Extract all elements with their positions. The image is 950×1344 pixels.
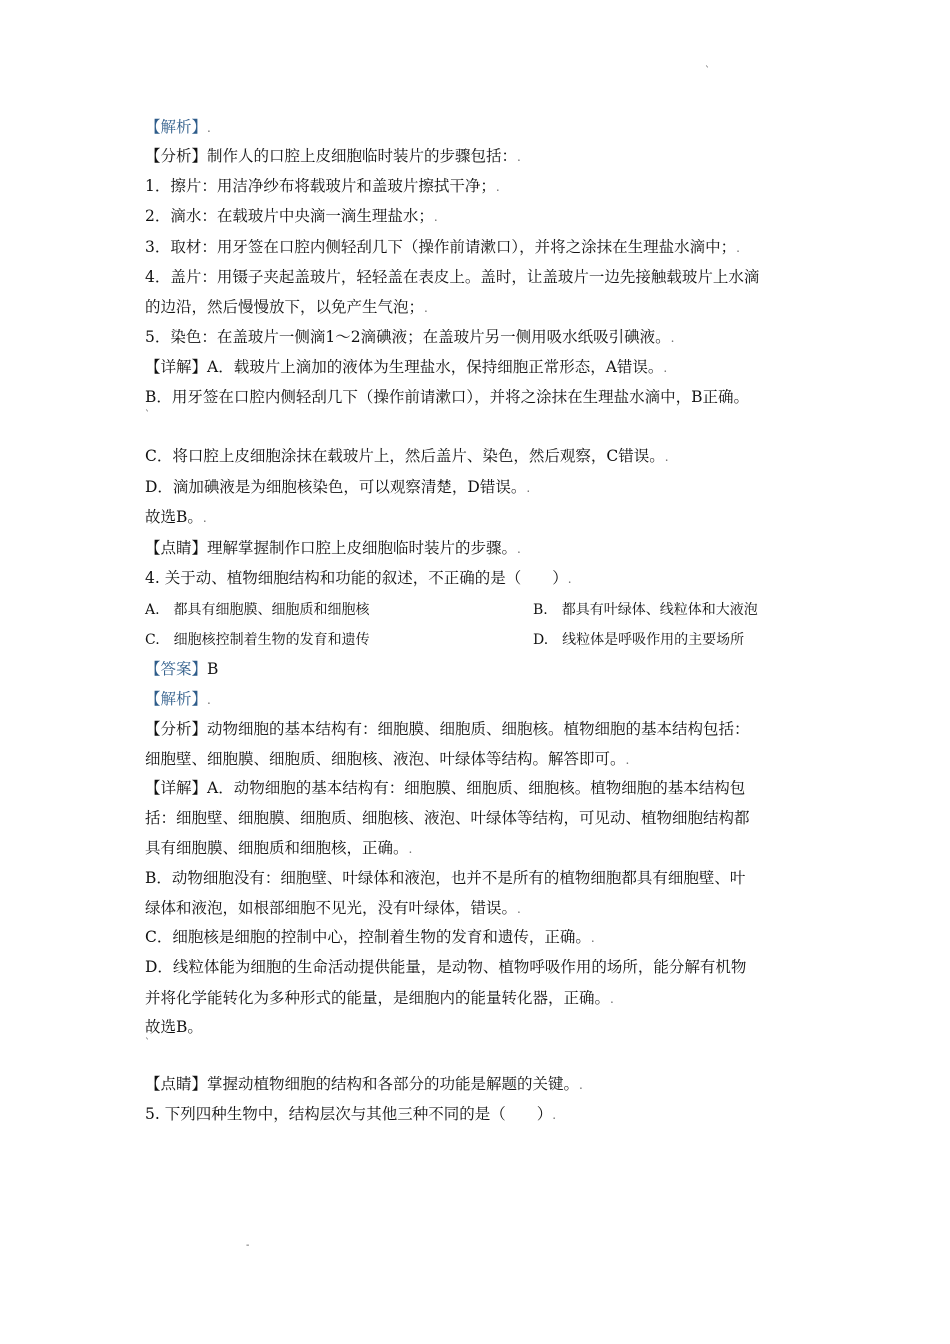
line-text: 【分析】动物细胞的基本结构有：细胞膜、细胞质、细胞核。植物细胞的基本结构包括： bbox=[145, 720, 750, 738]
line-text: 具有细胞膜、细胞质和细胞核，正确。 bbox=[145, 839, 409, 857]
line-text: 5. 下列四种生物中，结构层次与其他三种不同的是（ ） bbox=[145, 1105, 553, 1123]
break-mark: ` bbox=[145, 410, 150, 421]
line-text: 括：细胞壁、细胞膜、细胞质、细胞核、液泡、叶绿体等结构，可见动、植物细胞结构都 bbox=[145, 809, 750, 827]
line-text: 3．取材：用牙签在口腔内侧轻刮几下（操作前请漱口），并将之涂抹在生理盐水滴中； bbox=[145, 238, 737, 256]
line-text: B．动物细胞没有：细胞壁、叶绿体和液泡，也并不是所有的植物细胞都具有细胞壁、叶 bbox=[145, 869, 746, 887]
line-text: B bbox=[207, 660, 219, 678]
line-text: D．线粒体能为细胞的生命活动提供能量，是动物、植物呼吸作用的场所，能分解有机物 bbox=[145, 958, 747, 976]
line-text: C．细胞核是细胞的控制中心，控制着生物的发育和遗传，正确。 bbox=[145, 928, 591, 946]
text-line bbox=[145, 749, 629, 770]
line-text: 细胞壁、细胞膜、细胞质、细胞核、液泡、叶绿体等结构。解答即可。 bbox=[145, 750, 626, 768]
line-text: B．用牙签在口腔内侧轻刮几下（操作前请漱口），并将之涂抹在生理盐水滴中，B正确。 bbox=[145, 388, 750, 406]
paragraph-mark: . bbox=[579, 1078, 583, 1092]
paragraph-mark: . bbox=[207, 121, 211, 135]
line-text: 【分析】制作人的口腔上皮细胞临时装片的步骤包括： bbox=[145, 147, 518, 165]
corner-mark: ` bbox=[705, 66, 710, 77]
option-c: C. 细胞核控制着生物的发育和遗传 bbox=[145, 632, 370, 648]
line-text: 【详解】A．载玻片上滴加的液体为生理盐水，保持细胞正常形态，A错误。 bbox=[145, 358, 664, 376]
line-text: 5．染色：在盖玻片一侧滴1～2滴碘液；在盖玻片另一侧用吸水纸吸引碘液。 bbox=[145, 328, 671, 346]
text-line bbox=[145, 719, 750, 739]
text-line bbox=[145, 689, 211, 710]
text-line bbox=[145, 1104, 556, 1125]
paragraph-mark: . bbox=[552, 1108, 557, 1122]
paragraph-mark: . bbox=[433, 210, 438, 224]
paragraph-mark: . bbox=[495, 180, 500, 194]
text-line bbox=[145, 808, 750, 828]
option-d: D. 线粒体是呼吸作用的主要场所 bbox=[533, 632, 745, 648]
text-line bbox=[145, 446, 669, 467]
text-line bbox=[145, 868, 745, 888]
line-text: 的边沿，然后慢慢放下，以免产生气泡； bbox=[145, 298, 425, 316]
paragraph-mark: . bbox=[670, 331, 675, 345]
text-line bbox=[145, 387, 749, 407]
text-line bbox=[145, 927, 595, 948]
line-text: 4．盖片：用镊子夹起盖玻片，轻轻盖在表皮上。盖时，让盖玻片一边先接触载玻片上水滴 bbox=[145, 268, 760, 286]
line-text: 【点睛】理解掌握制作口腔上皮细胞临时装片的步骤。 bbox=[145, 539, 518, 557]
text-line bbox=[145, 206, 438, 227]
line-text: 1．擦片：用洁净纱布将载玻片和盖玻片擦拭干净； bbox=[145, 177, 496, 195]
text-line bbox=[145, 297, 428, 318]
text-line bbox=[145, 988, 614, 1009]
text-line bbox=[145, 327, 674, 348]
paragraph-mark: . bbox=[625, 753, 630, 767]
paragraph-mark: . bbox=[517, 542, 521, 556]
paragraph-mark: . bbox=[663, 361, 668, 375]
text-line bbox=[145, 957, 746, 977]
line-text: C．将口腔上皮细胞涂抹在载玻片上，然后盖片、染色，然后观察，C错误。 bbox=[145, 447, 665, 465]
section-tag: 【答案】 bbox=[145, 660, 208, 678]
line-text: 并将化学能转化为多种形式的能量，是细胞内的能量转化器，正确。 bbox=[145, 989, 611, 1007]
text-line bbox=[145, 1017, 203, 1037]
text-line bbox=[145, 267, 759, 287]
section-tag: 【解析】 bbox=[145, 118, 208, 136]
text-line bbox=[145, 237, 740, 258]
line-text: 故选B。 bbox=[145, 508, 203, 526]
line-text: D．滴加碘液是为细胞核染色，可以观察清楚，D错误。 bbox=[145, 478, 527, 496]
text-line bbox=[145, 778, 745, 798]
line-text: 【详解】A．动物细胞的基本结构有：细胞膜、细胞质、细胞核。植物细胞的基本结构包 bbox=[145, 779, 746, 797]
footer-mark: - bbox=[246, 1240, 250, 1251]
text-line bbox=[145, 117, 211, 138]
line-text: 故选B。 bbox=[145, 1018, 203, 1036]
text-line bbox=[145, 507, 207, 528]
paragraph-mark: . bbox=[610, 992, 614, 1006]
paragraph-mark: . bbox=[202, 511, 207, 525]
text-line bbox=[145, 659, 218, 679]
paragraph-mark: . bbox=[517, 902, 521, 916]
line-text: 2．滴水：在载玻片中央滴一滴生理盐水； bbox=[145, 207, 434, 225]
option-a: A. 都具有细胞膜、细胞质和细胞核 bbox=[145, 602, 370, 618]
line-text: 绿体和液泡，如根部细胞不见光，没有叶绿体，错误。 bbox=[145, 899, 518, 917]
paragraph-mark: . bbox=[517, 150, 521, 164]
text-line bbox=[145, 477, 530, 498]
section-tag: 【解析】 bbox=[145, 690, 208, 708]
text-line bbox=[145, 176, 500, 197]
text-line bbox=[145, 1074, 583, 1095]
line-text: 4. 关于动、植物细胞结构和功能的叙述，不正确的是（ ） bbox=[145, 569, 568, 587]
paragraph-mark: . bbox=[207, 693, 211, 707]
text-line bbox=[145, 838, 412, 859]
text-line bbox=[145, 357, 667, 378]
paragraph-mark: . bbox=[408, 842, 413, 856]
break-mark: ` bbox=[145, 1038, 150, 1049]
text-line bbox=[145, 146, 521, 167]
text-line bbox=[145, 568, 572, 589]
text-line bbox=[145, 538, 521, 559]
paragraph-mark: . bbox=[736, 241, 740, 255]
paragraph-mark: . bbox=[424, 301, 428, 315]
paragraph-mark: . bbox=[567, 572, 572, 586]
option-b: B. 都具有叶绿体、线粒体和大液泡 bbox=[533, 602, 758, 618]
paragraph-mark: . bbox=[664, 450, 669, 464]
paragraph-mark: . bbox=[526, 481, 531, 495]
line-text: 【点睛】掌握动植物细胞的结构和各部分的功能是解题的关键。 bbox=[145, 1075, 580, 1093]
paragraph-mark: . bbox=[590, 931, 595, 945]
text-line bbox=[145, 898, 521, 919]
